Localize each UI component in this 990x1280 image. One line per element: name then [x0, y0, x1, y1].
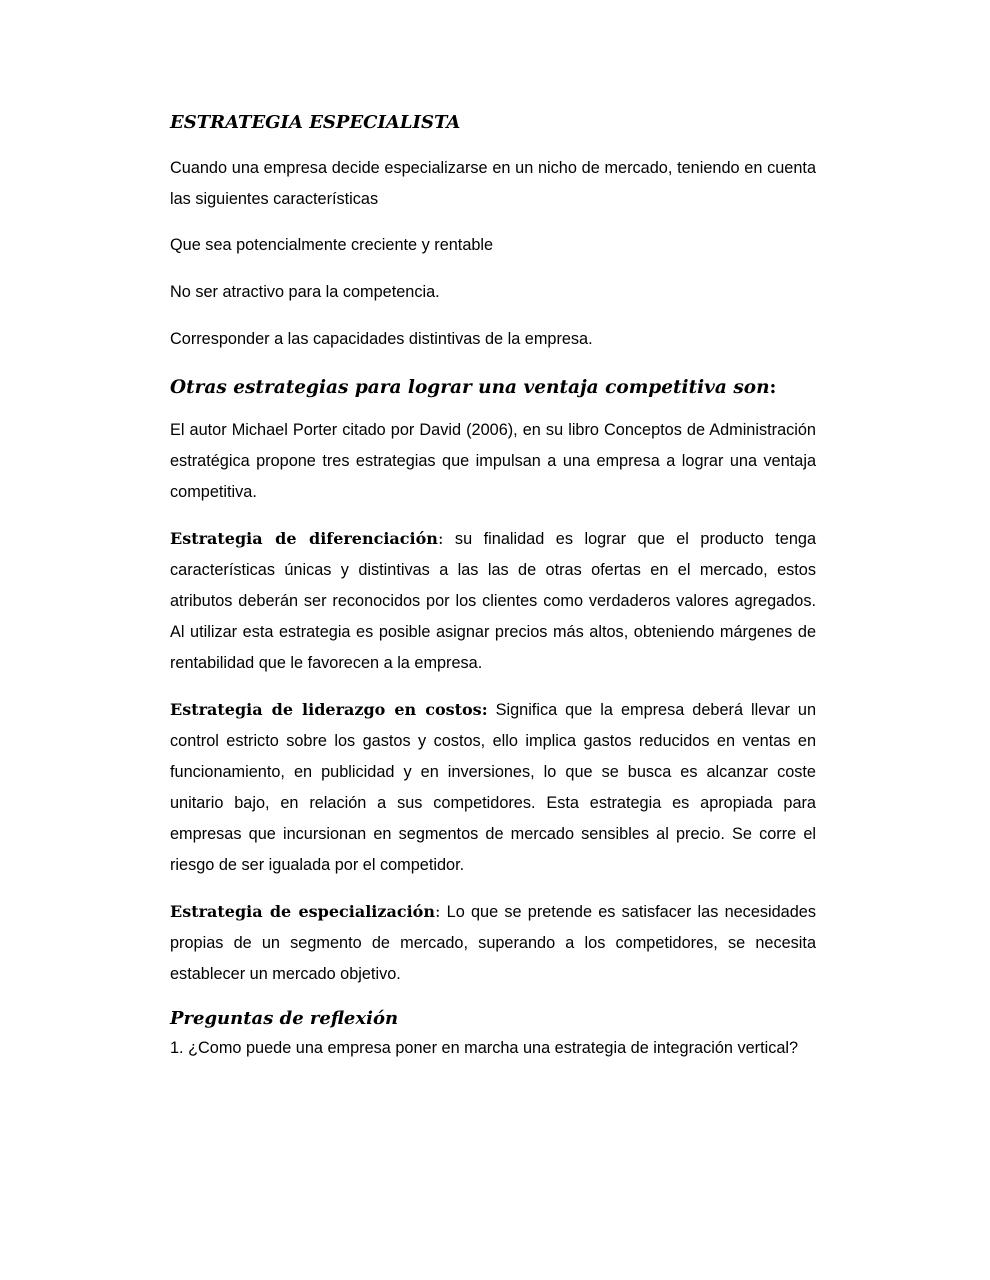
strategy-separator: : — [434, 902, 441, 921]
section1-intro-paragraph: Cuando una empresa decide especializarse en un nicho de mercado, teniendo en cuenta las siguientes características — [170, 159, 816, 208]
strategy-description: Lo que se pretende es satisfacer las necesidades propias de un segmento de mercado, superando a los competidores, se necesita establecer un mercado objetivo. — [170, 903, 816, 983]
section-title-otras-estrategias — [170, 371, 816, 405]
porter-intro-paragraph: El autor Michael Porter citado por David (2006), en su libro Conceptos de Administración estratégica propone tres estrategias que impulsan a una empresa a lograr una ventaja competitiva. — [170, 421, 816, 501]
section-title-estrategia-especialista: ESTRATEGIA ESPECIALISTA — [170, 112, 461, 133]
reflection-question: 1. ¿Como puede una empresa poner en marcha una estrategia de integración vertical? — [170, 1039, 799, 1057]
strategy-paragraph-especializacion — [170, 896, 816, 990]
section-title-text: Otras estrategias para lograr una ventaja competitiva son — [170, 377, 770, 398]
strategy-term: Estrategia de liderazgo en costos: — [170, 700, 488, 719]
strategy-description: Significa que la empresa deberá llevar un control estricto sobre los gastos y costos, ello implica gastos reducidos en ventas en funcionamiento, en publicidad y en inversiones, lo que se busca es alcanzar coste unitario bajo, en relación a sus competidores. Esta estrategia es apropiada para empresas que incursionan en segmentos de mercado sensibles al precio. Se corre el riesgo de ser igualada por el competidor. — [170, 701, 816, 874]
section-title-preguntas: Preguntas de reflexión — [170, 1008, 399, 1029]
characteristic-item: Corresponder a las capacidades distintivas de la empresa. — [170, 330, 593, 348]
strategy-term: Estrategia de especialización — [170, 902, 435, 921]
section-title-colon: : — [769, 377, 777, 398]
strategy-paragraph-diferenciacion — [170, 523, 816, 679]
document-page — [170, 106, 816, 1079]
strategy-term: Estrategia de diferenciación — [170, 529, 438, 548]
strategy-description: su finalidad es lograr que el producto tenga características únicas y distintivas a las las de otras ofertas en el mercado, estos atributos deberán ser reconocidos por los clientes como verdaderos valores agregados. Al utilizar esta estrategia es posible asignar precios más altos, obteniendo márgenes de rentabilidad que le favorecen a la empresa. — [170, 530, 817, 672]
characteristic-item: Que sea potencialmente creciente y rentable — [170, 236, 494, 254]
characteristic-item: No ser atractivo para la competencia. — [170, 283, 440, 301]
strategy-separator: : — [437, 529, 444, 548]
strategy-paragraph-liderazgo — [170, 694, 816, 881]
